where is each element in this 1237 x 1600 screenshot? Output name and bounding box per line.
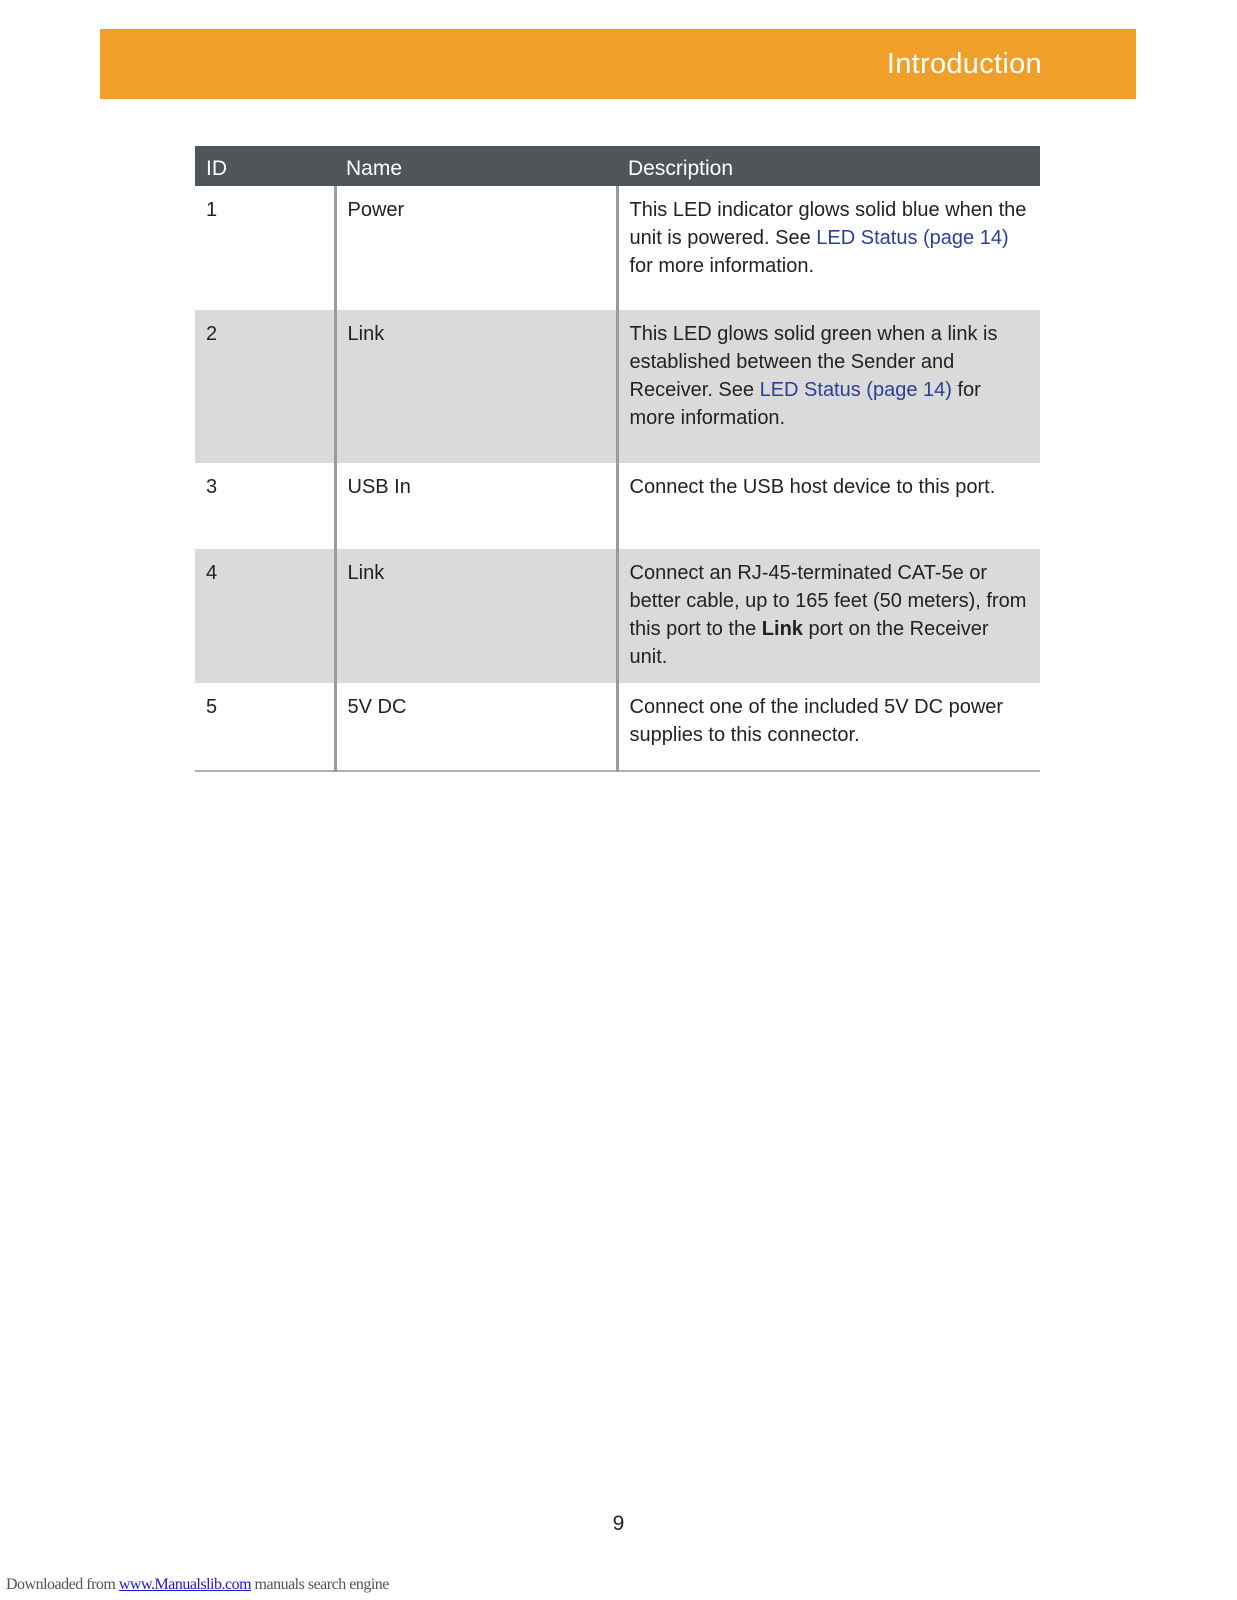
led-status-link[interactable]: LED Status (page 14) — [759, 379, 952, 401]
table-row — [195, 683, 1040, 771]
link-port-label: Link — [761, 618, 803, 640]
description-text: for more information. — [629, 379, 981, 429]
page-number: 9 — [612, 1512, 625, 1535]
row-id: 1 — [206, 199, 218, 221]
row-name: Power — [335, 186, 617, 310]
description-text: port on the Receiver unit. — [629, 618, 989, 668]
spec-table — [195, 146, 1040, 772]
download-footer — [6, 1576, 389, 1594]
row-description: Connect the USB host device to this port. — [617, 463, 1040, 549]
row-id: 5 — [195, 683, 335, 771]
table-row — [195, 310, 1040, 463]
description-text: This LED glows solid green when a link is established between the Sender and Receiver. See — [629, 323, 998, 401]
footer-prefix: Downloaded from — [6, 1576, 119, 1593]
row-name: Link — [335, 310, 617, 463]
row-id: 3 — [206, 476, 218, 498]
footer-suffix: manuals search engine — [251, 1576, 389, 1593]
table-row — [195, 463, 1040, 549]
row-description: Connect one of the included 5V DC power supplies to this connector. — [617, 683, 1040, 771]
row-name: Link — [335, 549, 617, 683]
row-description — [617, 310, 1040, 463]
led-status-link[interactable]: LED Status (page 14) — [816, 227, 1009, 249]
description-text: for more information. — [629, 255, 815, 277]
section-title: Introduction — [886, 48, 1042, 80]
table-header-row — [195, 146, 1040, 186]
row-name: 5V DC — [335, 683, 617, 771]
column-header-id: ID — [195, 146, 335, 186]
row-description — [617, 186, 1040, 310]
description-text: Connect an RJ-45-terminated CAT-5e or better cable, up to 165 feet (50 meters), from this port to the — [629, 562, 1027, 640]
row-id: 4 — [195, 549, 335, 683]
table-row — [195, 549, 1040, 683]
column-header-description: Description — [617, 146, 1040, 186]
description-text: This LED indicator glows solid blue when the unit is powered. See — [629, 199, 1027, 249]
column-header-name: Name — [335, 146, 617, 186]
row-id: 2 — [195, 310, 335, 463]
table-row — [195, 186, 1040, 310]
header-band — [100, 29, 1136, 99]
row-name: USB In — [335, 463, 617, 549]
manualslib-link[interactable]: www.Manualslib.com — [118, 1576, 252, 1593]
row-description — [617, 549, 1040, 683]
